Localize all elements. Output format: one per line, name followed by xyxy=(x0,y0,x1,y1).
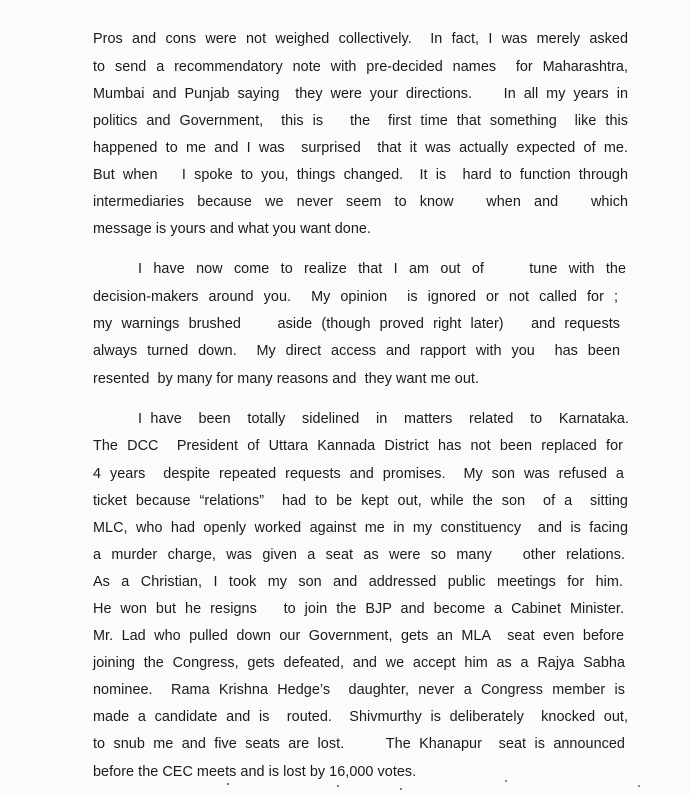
text-line: made a candidate and is routed. Shivmurthy is deliberately knocked out, xyxy=(93,709,628,725)
text-line: Mumbai and Punjab saying they were your directions. In all my years in xyxy=(93,86,628,102)
text-line: message is yours and what you want done. xyxy=(93,221,371,237)
text-line: As a Christian, I took my son and addressed public meetings for him. xyxy=(93,574,623,590)
text-line: The DCC President of Uttara Kannada District has not been replaced for xyxy=(93,438,623,454)
text-line: joining the Congress, gets defeated, and we accept him as a Rajya Sabha xyxy=(93,655,625,671)
text-line: happened to me and I was surprised that it was actually expected of me. xyxy=(93,140,628,156)
text-line: my warnings brushed aside (though proved right later) and requests xyxy=(93,316,620,332)
text-line: ticket because “relations” had to be kept out, while the son of a sitting xyxy=(93,493,628,509)
text-line: Mr. Lad who pulled down our Government, gets an MLA seat even before xyxy=(93,628,624,644)
text-line: 4 years despite repeated requests and promises. My son was refused a xyxy=(93,466,624,482)
text-line: MLC, who had openly worked against me in my constituency and is facing xyxy=(93,520,628,536)
text-line: I have been totally sidelined in matters related to Karnataka. xyxy=(138,411,629,427)
text-line: nominee. Rama Krishna Hedge’s daughter, never a Congress member is xyxy=(93,682,625,698)
text-line: But when I spoke to you, things changed. It is hard to function through xyxy=(93,167,628,183)
text-line: decision-makers around you. My opinion is ignored or not called for ; xyxy=(93,289,618,305)
text-line: I have now come to realize that I am out of tune with the xyxy=(138,261,626,277)
text-line: to snub me and five seats are lost. The Khanapur seat is announced xyxy=(93,736,625,752)
text-line: resented by many for many reasons and they want me out. xyxy=(93,371,480,387)
text-line: always turned down. My direct access and rapport with you has been xyxy=(93,343,620,359)
text-line: politics and Government, this is the first time that something like this xyxy=(93,113,628,129)
text-line: intermediaries because we never seem to know when and which xyxy=(93,194,628,210)
text-line: Pros and cons were not weighed collectively. In fact, I was merely asked xyxy=(93,31,628,47)
text-line: He won but he resigns to join the BJP and become a Cabinet Minister. xyxy=(93,601,624,617)
text-line: a murder charge, was given a seat as were so many other relations. xyxy=(93,547,625,563)
text-line: to send a recommendatory note with pre-decided names for Maharashtra, xyxy=(93,59,628,75)
text-line: before the CEC meets and is lost by 16,000 votes. xyxy=(93,764,417,780)
